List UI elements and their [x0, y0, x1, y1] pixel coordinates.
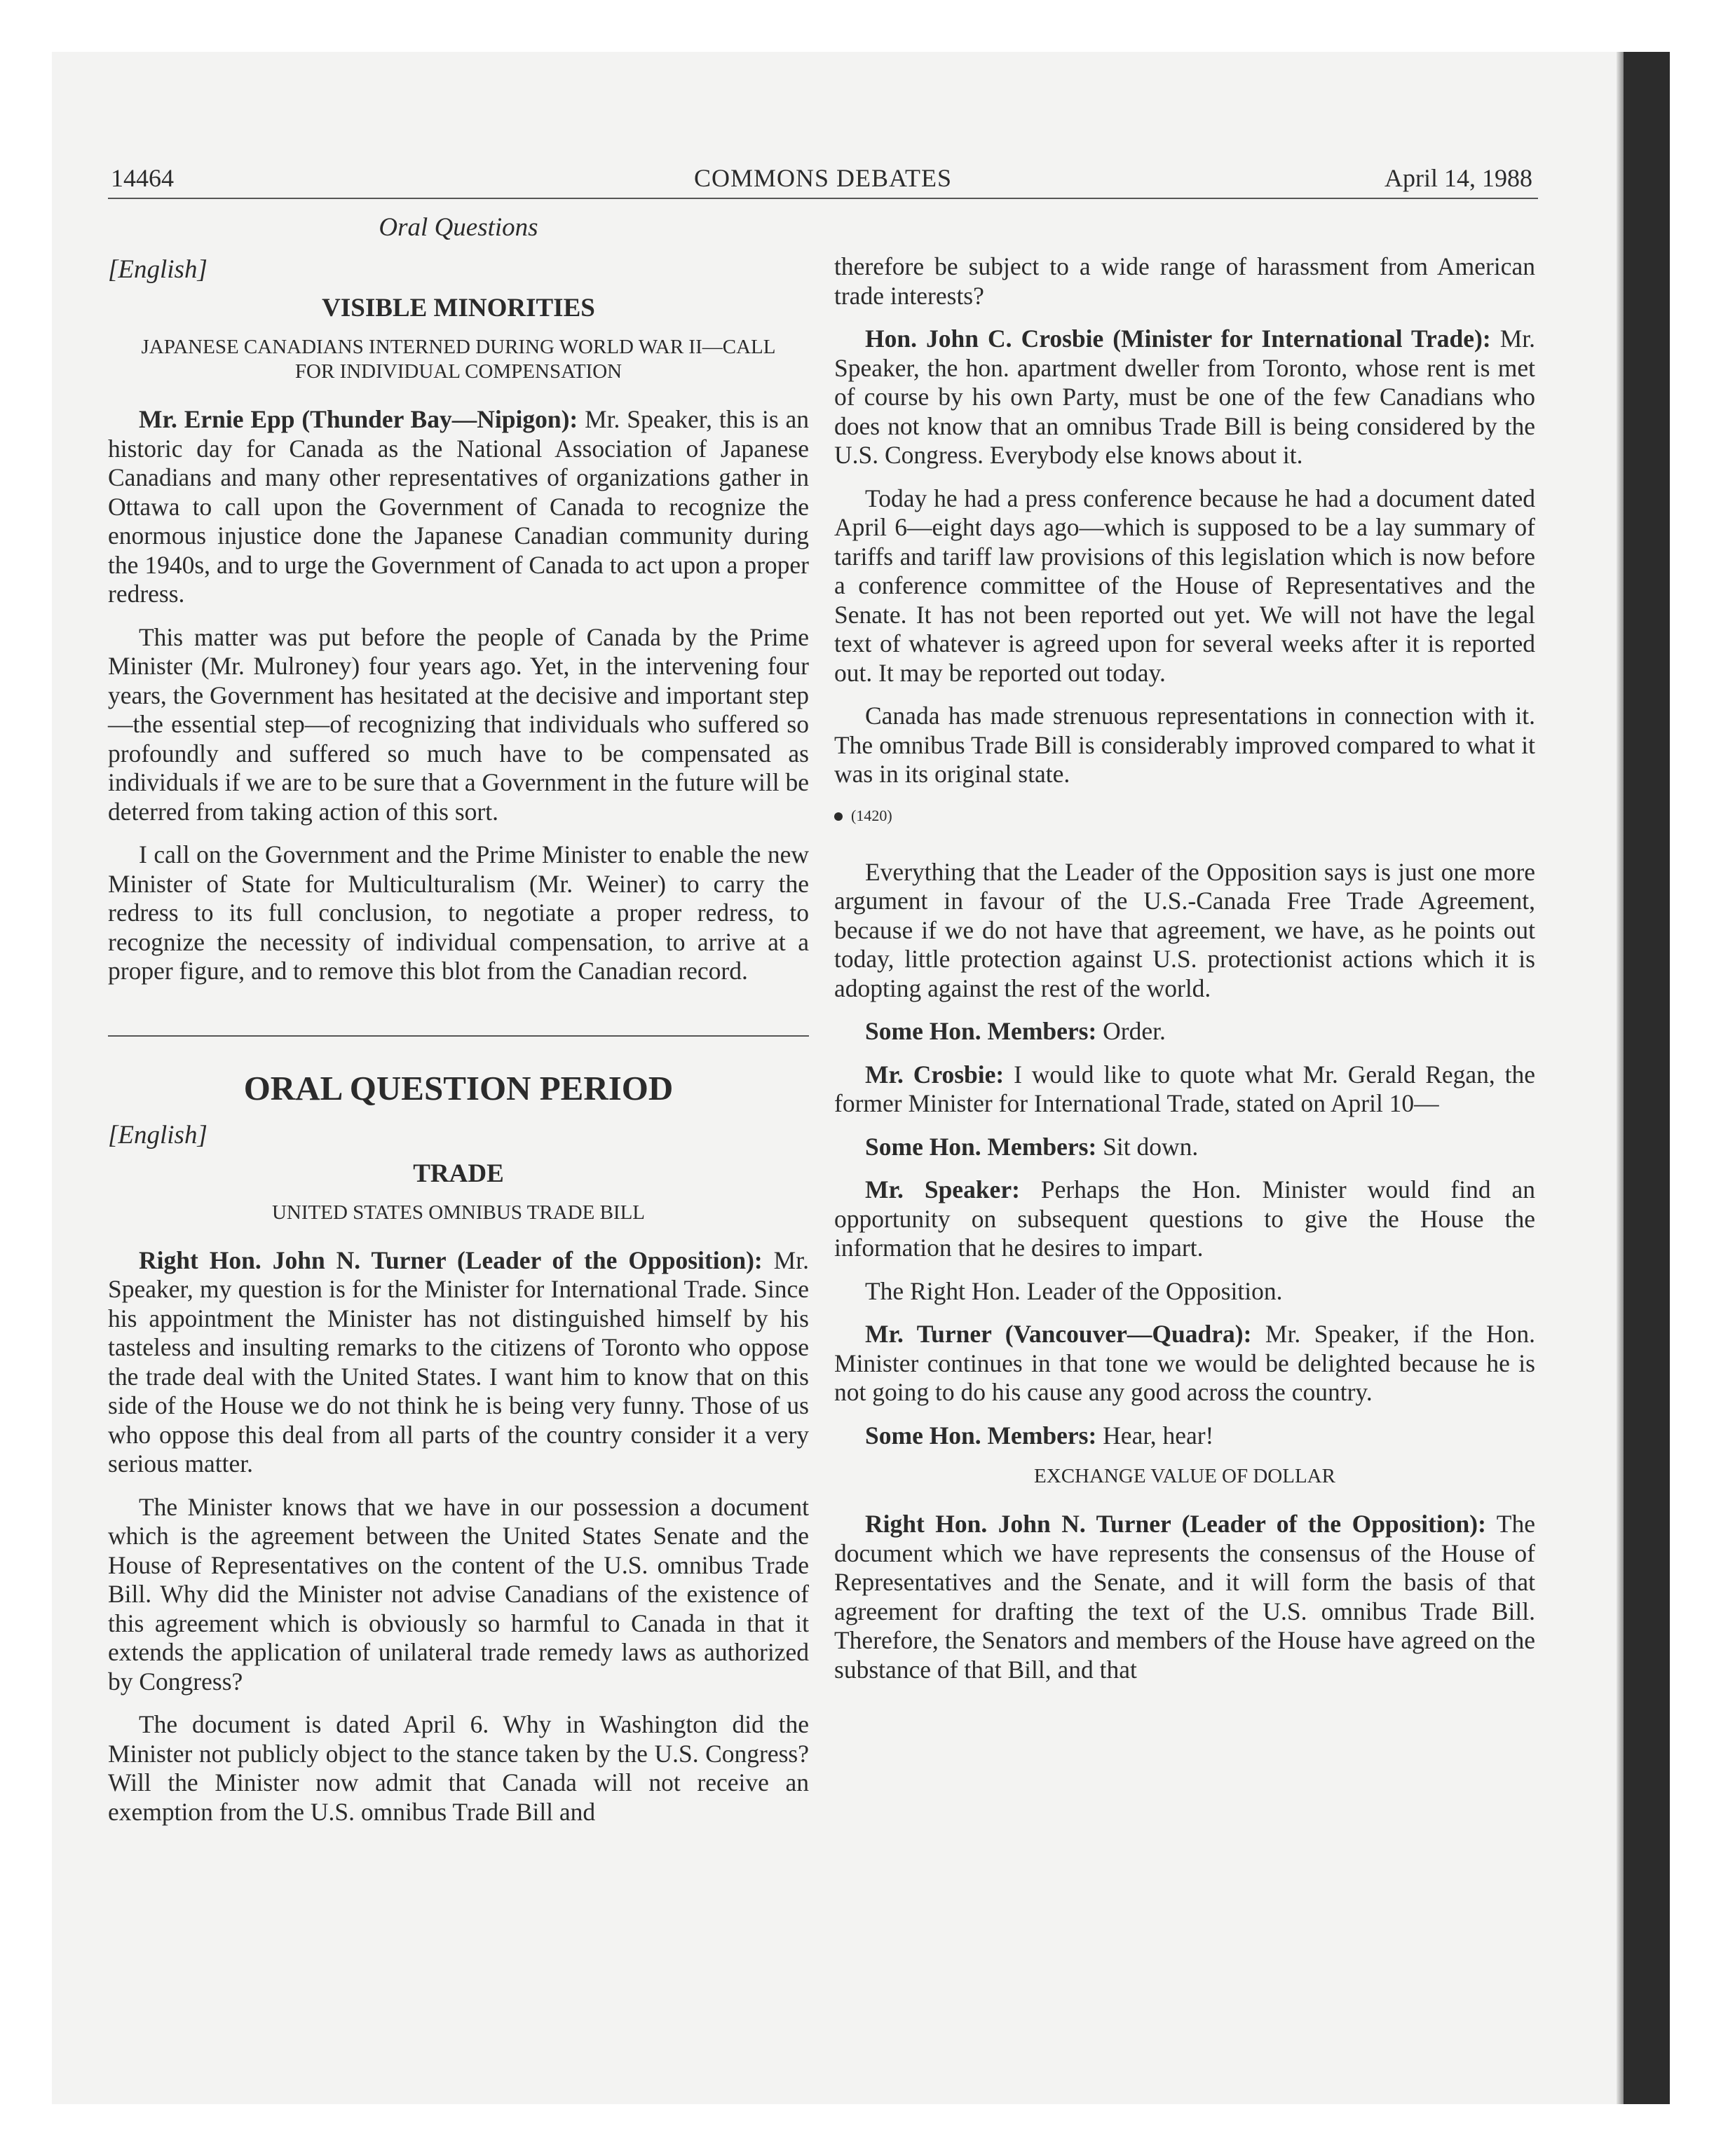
speaker-name: Some Hon. Members: — [865, 1421, 1097, 1449]
speech-paragraph — [834, 1133, 1535, 1162]
speech-text: Mr. Speaker, the hon. apartment dweller from Toronto, whose rent is met of course by his own Party, must be one of the few Canadians who does not know that an omnibus Trade Bill is being considered by the U.S. Congress. Everybody else knows about it. — [834, 325, 1535, 469]
time-marker: (1420) — [834, 803, 1535, 828]
speaker-name: Mr. Ernie Epp (Thunder Bay—Nipigon): — [139, 405, 578, 433]
speech-text: Hear, hear! — [1096, 1421, 1214, 1449]
speech-text: Mr. Speaker, this is an historic day for Canada as the National Association of Japanese Canadians and many other representatives of organizations gather in Ottawa to call upon the Government of Canada to recognize the enormous injustice done the Japanese Canadian community during the 1940s, and to urge the Government of Canada to act upon a proper redress. — [108, 405, 810, 608]
speech-text: Perhaps the Hon. Minister would find an opportunity on subsequent questions to give the House the information that he desires to impart. — [834, 1175, 1536, 1262]
speech-text: Mr. Speaker, if the Hon. Minister continues in that tone we would be delighted because he is not going to do his cause any good across the country. — [834, 1320, 1535, 1406]
speech-paragraph — [108, 1246, 809, 1479]
major-heading: ORAL QUESTION PERIOD — [243, 1068, 674, 1107]
subheading: EXCHANGE VALUE OF DOLLAR — [1034, 1465, 1335, 1487]
running-head — [108, 160, 1538, 196]
speaker-name: Some Hon. Members: — [865, 1132, 1097, 1161]
speech-paragraph — [834, 325, 1535, 470]
section-heading: VISIBLE MINORITIES — [322, 294, 595, 322]
hansard-page — [108, 160, 1538, 1954]
binding-strip — [1624, 52, 1670, 2104]
speech-paragraph — [834, 1175, 1535, 1263]
speech-text: The document which we have represents the consensus of the House of Representatives and the Senate, and it will form the basis of that agreement for drafting the text of the U.S. omnibus Trade Bill. Therefore, the Senators and members of the House have agreed on the substance of that Bill, and that — [834, 1510, 1535, 1684]
speaker-name: Mr. Turner (Vancouver—Quadra): — [865, 1320, 1252, 1348]
page-number: 14464 — [111, 164, 174, 192]
header-rule — [108, 198, 1538, 199]
speech-paragraph: The document is dated April 6. Why in Washington did the Minister not publicly object to the stance taken by the U.S. Congress? Will the Minister now admit that Canada will not receive an exemption from the U.S. omnibus Trade Bill and — [108, 1710, 809, 1826]
right-column — [834, 252, 1535, 1698]
speech-text: Order. — [1096, 1017, 1166, 1045]
speaker-name: Some Hon. Members: — [865, 1017, 1097, 1045]
speaker-name: Mr. Speaker: — [865, 1175, 1020, 1203]
speech-text: I would like to quote what Mr. Gerald Regan, the former Minister for International Trade, stated on April 10— — [834, 1060, 1535, 1117]
speech-paragraph: I call on the Government and the Prime Minister to enable the new Minister of State for Multiculturalism (Mr. Weiner) to carry the redress to its full conclusion, to negotiate a proper redress, to recognize the necessity of individual compensation, to arrive at a proper figure, and to remove this blot from the Canadian record. — [108, 840, 809, 985]
speech-paragraph: The Right Hon. Leader of the Opposition. — [865, 1276, 1283, 1305]
page-date: April 14, 1988 — [1384, 164, 1532, 192]
speaker-name: Right Hon. John N. Turner (Leader of the Opposition): — [139, 1246, 763, 1274]
speaker-name: Mr. Crosbie: — [865, 1060, 1005, 1089]
speaker-name: Hon. John C. Crosbie (Minister for International Trade): — [865, 325, 1491, 353]
speech-paragraph: Today he had a press conference because he had a document dated April 6—eight days ago—which is supposed to be a lay summary of tariffs and tariff law provisions of this legislation which is now before a conference committee of the House of Representatives and the Senate. It has not been reported out yet. We will not have the legal text of whatever is agreed upon for several weeks after it is reported out. It may be reported out today. — [834, 484, 1535, 687]
left-column — [108, 252, 809, 1841]
binding-edge-shadow — [1617, 52, 1624, 2104]
speech-text: Mr. Speaker, my question is for the Minister for International Trade. Since his appointment the Minister has not distinguished himself by his tasteless and insulting remarks to the citizens of Toronto who oppose the trade deal with the United States. I want him to know that on this side of the House we do not think he is being very funny. Those of us who oppose this deal from all parts of the country consider it a very serious matter. — [108, 1246, 809, 1478]
speech-paragraph: therefore be subject to a wide range of harassment from American trade interests? — [834, 252, 1535, 310]
speaker-name: Right Hon. John N. Turner (Leader of the Opposition): — [865, 1510, 1486, 1538]
section-subtitle: Oral Questions — [379, 213, 538, 242]
subheading: JAPANESE CANADIANS INTERNED DURING WORLD WAR II—CALL FOR INDIVIDUAL COMPENSATION — [141, 336, 776, 383]
speech-paragraph — [834, 1510, 1535, 1684]
publication-title: COMMONS DEBATES — [693, 164, 953, 192]
speech-paragraph — [834, 1421, 1535, 1451]
speech-paragraph — [834, 1017, 1535, 1046]
speech-paragraph — [108, 405, 809, 609]
speech-paragraph — [834, 1320, 1535, 1407]
speech-paragraph: The Minister knows that we have in our possession a document which is the agreement between the United States Senate and the House of Representatives on the content of the U.S. omnibus Trade Bill. Why did the Minister not advise Canadians of the existence of this agreement which is obviously so harmful to Canada in that it extends the application of unilateral trade remedy laws as authorized by Congress? — [108, 1492, 809, 1696]
subheading: UNITED STATES OMNIBUS TRADE BILL — [271, 1201, 646, 1224]
section-divider — [108, 1035, 809, 1037]
speech-paragraph: Canada has made strenuous representations in connection with it. The omnibus Trade Bill is considerably improved compared to what it was in its original state. — [834, 702, 1535, 788]
language-marker: [English] — [108, 255, 207, 284]
speech-paragraph: This matter was put before the people of Canada by the Prime Minister (Mr. Mulroney) four years ago. Yet, in the intervening four years, the Government has hesitated at the decisive and important step—the essential step—of recognizing that individuals who suffered so profoundly and suffered so much have to be compensated as individuals if we are to be sure that a Government in the future will be deterred from taking action of this sort. — [108, 622, 809, 826]
bullet-icon — [834, 812, 843, 821]
section-heading: TRADE — [413, 1159, 504, 1188]
language-marker: [English] — [108, 1120, 207, 1149]
speech-paragraph: Everything that the Leader of the Opposition says is just one more argument in favour of the U.S.-Canada Free Trade Agreement, because if we do not have that agreement, we have, as he points out today, little protection against U.S. protectionist actions which it is adopting against the rest of the world. — [834, 857, 1535, 1002]
speech-text: Sit down. — [1096, 1132, 1199, 1161]
speech-paragraph — [834, 1060, 1535, 1119]
